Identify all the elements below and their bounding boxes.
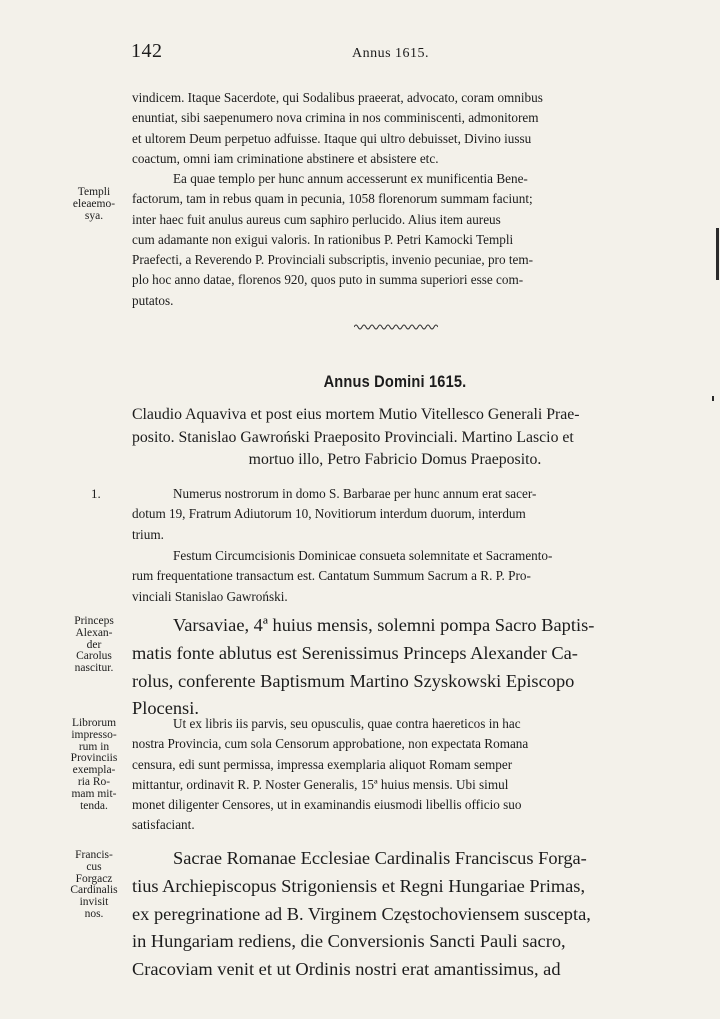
section-subtitle bbox=[132, 404, 658, 472]
text-line: Plocensi. bbox=[132, 698, 199, 719]
franciscus-paragraph bbox=[132, 845, 658, 984]
text-line: enuntiat, sibi saepenumero nova crimina in nos comminiscenti, admonitorem bbox=[132, 110, 539, 126]
margin-note-line: Princeps bbox=[74, 615, 114, 627]
princeps-paragraph bbox=[132, 612, 658, 723]
text-line: factorum, tam in rebus quam in pecunia, 1058 florenorum summam faciunt; bbox=[132, 191, 533, 207]
text-line: coactum, omni iam criminatione abstinere et absistere etc. bbox=[132, 150, 439, 166]
text-line: trium. bbox=[132, 526, 164, 542]
text-line: ex peregrinatione ad B. Virginem Częstochoviensem suscepta, bbox=[132, 903, 591, 924]
subtitle-line: posito. Stanislao Gawroński Praeposito Provinciali. Martino Lascio et bbox=[132, 428, 574, 446]
text-line: putatos. bbox=[132, 292, 174, 308]
text-line: et ultorem Deum perpetuo adfuisse. Itaque qui ultro debuisset, Divino iussu bbox=[132, 130, 532, 146]
text-line: in Hungariam rediens, die Conversionis Sancti Pauli sacro, bbox=[132, 931, 566, 952]
text-line: Varsaviae, 4ª huius mensis, solemni pompa Sacro Baptis- bbox=[173, 615, 595, 635]
margin-note-line: Cardinalis bbox=[70, 884, 118, 897]
text-line: Ut ex libris iis parvis, seu opusculis, quae contra haereticos in hac bbox=[173, 716, 521, 731]
text-line: Festum Circumcisionis Dominicae consueta solemnitate et Sacramento- bbox=[173, 548, 553, 563]
text-line: Ea quae templo per hunc annum accesserunt ex munificentia Bene- bbox=[173, 171, 528, 186]
text-line: dotum 19, Fratrum Adiutorum 10, Novitiorum interdum duorum, interdum bbox=[132, 506, 526, 522]
text-line: monet diligenter Censores, ut in examinandis eiusmodi libellis officio suo bbox=[132, 797, 522, 813]
margin-note-line: Francis- bbox=[75, 849, 113, 861]
margin-note-line: eleaemo- bbox=[72, 197, 116, 210]
librorum-paragraph bbox=[132, 714, 658, 836]
margin-note-line: Alexan- bbox=[75, 626, 113, 639]
text-line: plo hoc anno datae, florenos 920, quos puto in summa superiori esse com- bbox=[132, 272, 524, 288]
scan-edge-mark bbox=[712, 396, 714, 401]
margin-note-line: nos. bbox=[84, 907, 104, 920]
subtitle-line: Claudio Aquaviva et post eius mortem Mutio Vitellesco Generali Prae- bbox=[132, 406, 580, 423]
subtitle-line: mortuo illo, Petro Fabricio Domus Praeposito. bbox=[248, 451, 542, 469]
margin-note-line: exempla- bbox=[72, 764, 116, 777]
margin-note-line: invisit bbox=[79, 896, 109, 909]
text-line: tius Archiepiscopus Strigoniensis et Regni Hungariae Primas, bbox=[132, 875, 586, 896]
margin-note-line: cus bbox=[86, 860, 102, 873]
margin-note-line: ria Ro- bbox=[77, 775, 111, 788]
text-line: cum adamante non exigui valoris. In rationibus P. Petri Kamocki Templi bbox=[132, 231, 514, 247]
text-line: Sacrae Romanae Ecclesiae Cardinalis Franciscus Forga- bbox=[173, 848, 587, 868]
margin-note-templi bbox=[56, 187, 132, 222]
margin-note-line: der bbox=[86, 638, 102, 651]
section-title: Annus Domini 1615. bbox=[323, 372, 467, 391]
page-number: 142 bbox=[131, 40, 163, 62]
margin-note-line: mam mit- bbox=[71, 787, 117, 800]
text-line: vindicem. Itaque Sacerdote, qui Sodalibus praeerat, advocato, coram omnibus bbox=[132, 90, 543, 105]
text-line: Praefecti, a Reverendo P. Provinciali subscriptis, invenio pecuniae, pro tem- bbox=[132, 252, 534, 268]
margin-note-line: nascitur. bbox=[74, 662, 114, 675]
margin-note-franciscus bbox=[56, 850, 132, 921]
margin-note-librorum bbox=[56, 718, 132, 812]
text-line: Cracoviam venit et ut Ordinis nostri erat amantissimus, ad bbox=[132, 959, 561, 980]
scan-edge-mark bbox=[716, 228, 719, 280]
margin-note-line: sya. bbox=[84, 209, 104, 222]
text-line: vinciali Stanislao Gawroński. bbox=[132, 588, 288, 604]
text-line: rum frequentatione transactum est. Cantatum Summum Sacrum a R. P. Pro- bbox=[132, 568, 531, 584]
margin-note-line: rum in bbox=[78, 740, 110, 753]
text-line: rolus, conferente Baptismum Martino Szyskowski Episcopo bbox=[132, 670, 575, 691]
running-head: Annus 1615. bbox=[352, 46, 430, 61]
paragraph-number: 1. bbox=[91, 486, 101, 501]
text-line: matis fonte ablutus est Serenissimus Princeps Alexander Ca- bbox=[132, 642, 578, 663]
margin-note-line: Librorum bbox=[71, 717, 117, 729]
margin-note-line: Carolus bbox=[76, 650, 112, 663]
margin-note-line: Templi bbox=[77, 186, 111, 198]
text-line: Numerus nostrorum in domo S. Barbarae per hunc annum erat sacer- bbox=[173, 486, 537, 501]
top-paragraph bbox=[132, 88, 658, 169]
templi-paragraph bbox=[132, 169, 658, 311]
text-line: nostra Provincia, cum sola Censorum approbatione, non expectata Romana bbox=[132, 736, 529, 752]
margin-note-line: Forgacz bbox=[75, 872, 113, 885]
margin-note-princeps bbox=[56, 616, 132, 675]
paragraph-2 bbox=[132, 546, 658, 607]
text-line: satisfaciant. bbox=[132, 817, 195, 833]
text-line: mittantur, ordinavit R. P. Noster Generalis, 15ª huius mensis. Ubi simul bbox=[132, 776, 509, 792]
text-line: censura, edi sunt permissa, impressa exemplaria aliquot Romam semper bbox=[132, 756, 513, 772]
paragraph-1 bbox=[132, 484, 658, 545]
margin-note-line: Provinciis bbox=[70, 752, 118, 765]
wavy-divider-ornament bbox=[354, 323, 438, 331]
margin-note-line: tenda. bbox=[80, 799, 108, 812]
margin-note-line: impresso- bbox=[71, 728, 117, 741]
text-line: inter haec fuit anulus aureus cum saphiro perlucido. Alius item aureus bbox=[132, 211, 501, 227]
